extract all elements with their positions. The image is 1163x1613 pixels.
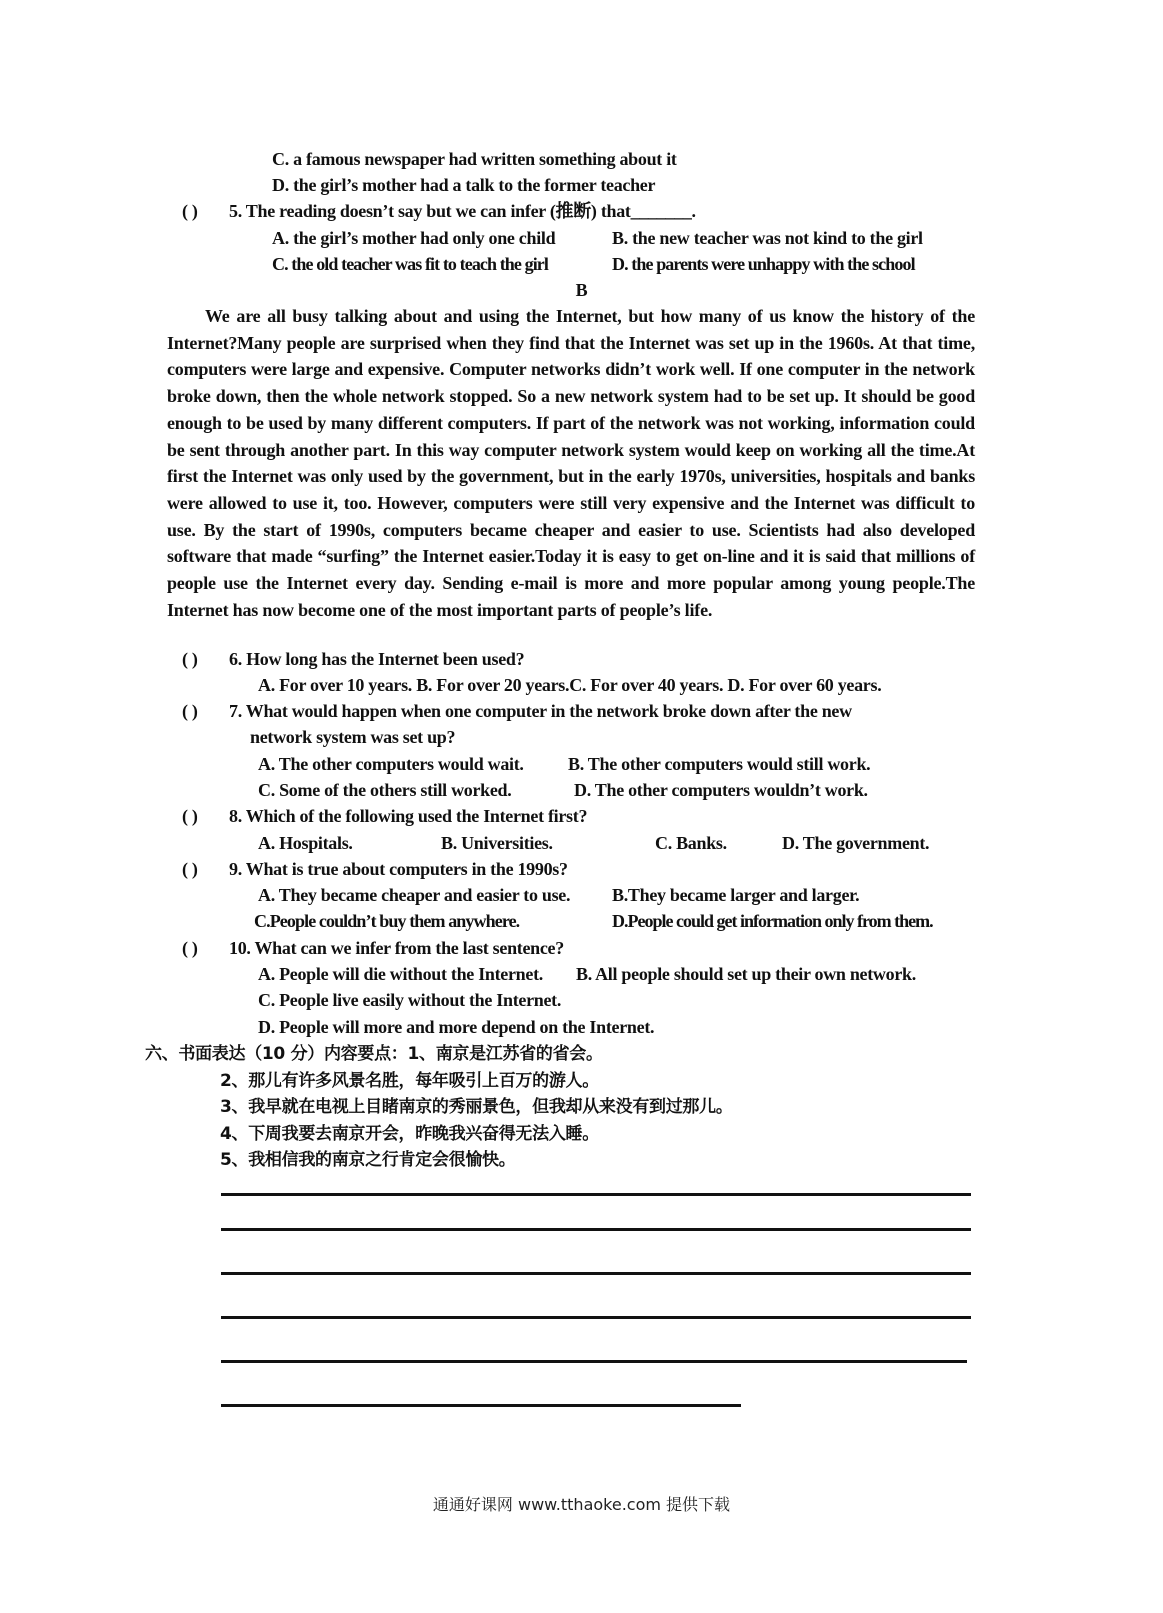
q8-option-c: C. Banks. [655, 833, 727, 853]
q9-stem: 9. What is true about computers in the 1990s? [229, 859, 568, 879]
q9-option-c: C.People couldn’t buy them anywhere. [254, 911, 520, 931]
q10-stem: 10. What can we infer from the last sentence? [229, 938, 564, 958]
passage-b-heading: B [575, 280, 588, 300]
q7-option-a: A. The other computers would wait. [258, 754, 524, 774]
q7-option-c: C. Some of the others still worked. [258, 780, 512, 800]
writing-line [221, 1404, 741, 1407]
writing-line [221, 1228, 971, 1231]
q8-option-b: B. Universities. [441, 833, 553, 853]
q9-option-d: D.People could get information only from them. [612, 911, 933, 931]
q9-option-b: B.They became larger and larger. [612, 885, 860, 905]
writing-point-2: 2、那儿有许多风景名胜，每年吸引上百万的游人。 [220, 1071, 599, 1091]
writing-line [221, 1360, 967, 1363]
writing-point-3: 3、我早就在电视上目睹南京的秀丽景色，但我却从来没有到过那儿。 [220, 1097, 733, 1117]
q6-options: A. For over 10 years. B. For over 20 years.C. For over 40 years. D. For over 60 years. [258, 675, 882, 695]
q10-option-c: C. People live easily without the Internet. [258, 990, 562, 1010]
q5-option-c: C. the old teacher was fit to teach the girl [272, 254, 548, 274]
footer-text: 通通好课网 www.tthaoke.com 提供下载 [432, 1495, 731, 1514]
q7-stem-line2: network system was set up? [250, 727, 456, 747]
writing-heading: 六、书面表达（10 分）内容要点：1、南京是江苏省的省会。 [145, 1044, 603, 1064]
q10-option-a: A. People will die without the Internet. [258, 964, 543, 984]
q10-answer-bracket: ( ) [182, 938, 198, 958]
writing-line [221, 1272, 971, 1275]
q5-option-b: B. the new teacher was not kind to the girl [612, 228, 923, 248]
writing-point-4: 4、下周我要去南京开会，昨晚我兴奋得无法入睡。 [220, 1124, 599, 1144]
q8-option-a: A. Hospitals. [258, 833, 353, 853]
q5-answer-bracket: ( ) [182, 201, 198, 221]
q7-option-d: D. The other computers wouldn’t work. [574, 780, 868, 800]
q5-option-d: D. the parents were unhappy with the school [612, 254, 915, 274]
q5-option-a: A. the girl’s mother had only one child [272, 228, 556, 248]
q10-option-d: D. People will more and more depend on the Internet. [258, 1017, 655, 1037]
q8-option-d: D. The government. [782, 833, 930, 853]
q9-answer-bracket: ( ) [182, 859, 198, 879]
q6-answer-bracket: ( ) [182, 649, 198, 669]
q7-stem-line1: 7. What would happen when one computer in the network broke down after the new [229, 701, 852, 721]
writing-point-5: 5、我相信我的南京之行肯定会很愉快。 [220, 1150, 516, 1170]
passage-b-text: We are all busy talking about and using the Internet, but how many of us know the history of the Internet?Many people are surprised when they find that the Internet was set up in the 1960s. At that time, computers were large and expensive. Computer networks didn’t work well. If one computer in the network broke down, then the whole network stopped. So a new network system had to be set up. It should be good enough to be used by many different computers. If part of the network was not working, information could be sent through another part. In this way computer network system would keep on working all the time.At first the Internet was only used by the government, but in the early 1970s, universities, hospitals and banks were allowed to use it, too. However, computers were still very expensive and the Internet was difficult to use. By the start of 1990s, computers became cheaper and easier to use. Scientists had also developed software that made “surfing” the Internet easier.Today it is easy to get on-line and it is said that millions of people use the Internet every day. Sending e-mail is more and more popular among young people.The Internet has now become one of the most important parts of people’s life. [167, 306, 975, 620]
q9-option-a: A. They became cheaper and easier to use. [258, 885, 571, 905]
q6-stem: 6. How long has the Internet been used? [229, 649, 525, 669]
writing-line [221, 1193, 971, 1196]
q4-option-c: C. a famous newspaper had written something about it [272, 149, 677, 169]
q4-option-d: D. the girl’s mother had a talk to the former teacher [272, 175, 656, 195]
q8-answer-bracket: ( ) [182, 806, 198, 826]
q7-answer-bracket: ( ) [182, 701, 198, 721]
q10-option-b: B. All people should set up their own network. [576, 964, 916, 984]
q8-stem: 8. Which of the following used the Internet first? [229, 806, 588, 826]
writing-line [221, 1316, 971, 1319]
q7-option-b: B. The other computers would still work. [568, 754, 871, 774]
q5-stem: 5. The reading doesn’t say but we can infer (推断) that_______. [229, 201, 696, 221]
